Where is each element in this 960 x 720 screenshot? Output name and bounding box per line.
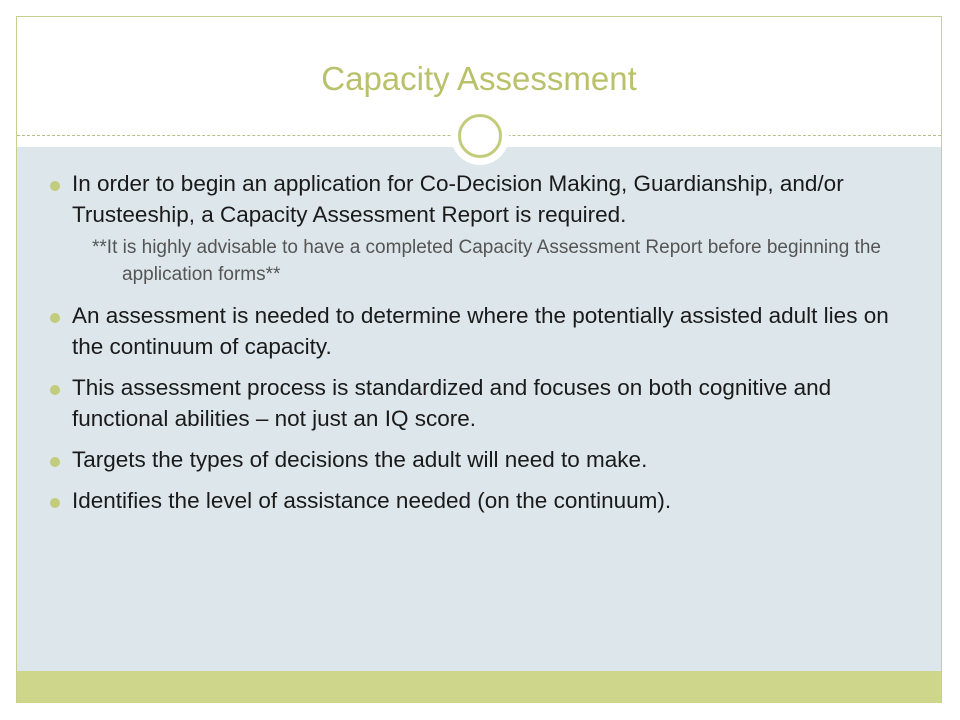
bullet-dot-icon — [50, 457, 60, 467]
bullet-dot-icon — [50, 181, 60, 191]
slide-title: Capacity Assessment — [321, 60, 637, 97]
bullet-item — [50, 372, 890, 434]
bullet-text: Identifies the level of assistance needed (on the continuum). — [72, 488, 672, 513]
advisory-note: **It is highly advisable to have a completed Capacity Assessment Report before beginning the application forms** — [92, 237, 881, 285]
circle-emblem-icon — [451, 107, 509, 165]
bullet-item — [50, 168, 890, 230]
bullet-text: This assessment process is standardized and focuses on both cognitive and functional abilities – not just an IQ score. — [72, 375, 832, 431]
bullet-dot-icon — [50, 385, 60, 395]
bullet-list — [50, 168, 890, 526]
bullet-text: In order to begin an application for Co-Decision Making, Guardianship, and/or Trusteeship, a Capacity Assessment Report is required. — [72, 171, 844, 227]
bullet-item — [50, 300, 890, 362]
bullet-text: Targets the types of decisions the adult will need to make. — [72, 447, 648, 472]
bullet-item — [50, 444, 890, 475]
bullet-dot-icon — [50, 498, 60, 508]
footer-bar — [17, 671, 941, 703]
bullet-text: An assessment is needed to determine where the potentially assisted adult lies on the continuum of capacity. — [72, 303, 889, 359]
bullet-dot-icon — [50, 313, 60, 323]
bullet-item — [50, 485, 890, 516]
circle-ring — [458, 114, 502, 158]
